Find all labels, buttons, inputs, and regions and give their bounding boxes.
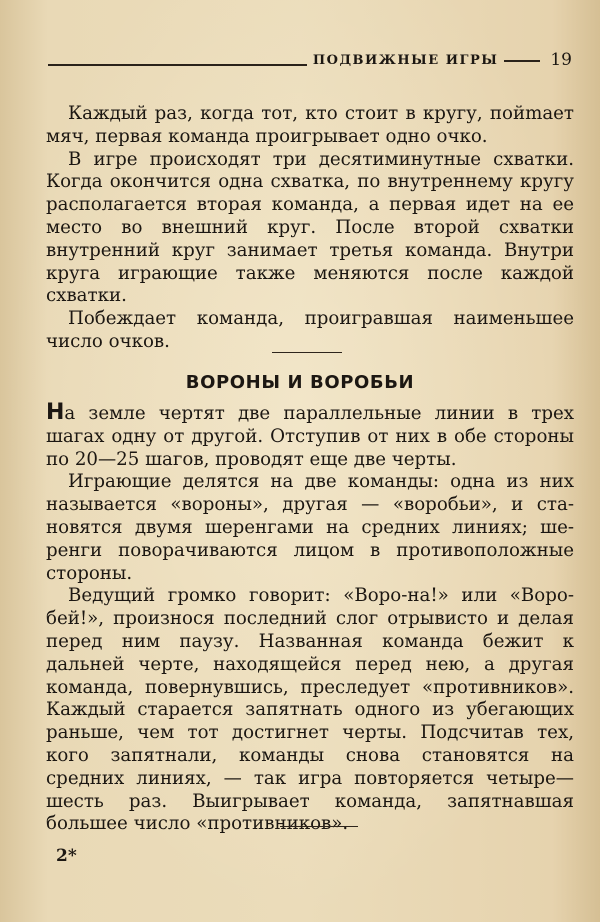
- paragraph: Побеждает команда, проигравшая наименьшее число очков.: [46, 308, 574, 352]
- paragraph-first-text: а земле чертят две параллельные линии в трех шагах одну от другой. Отступив от них в обе стороны по 20—25 шагов, проводят еще две черты.: [46, 403, 574, 470]
- paragraph: Играющие делятся на две команды: одна из них называется «вороны», другая — «воробьи», и становятся двумя шеренгами на средних линиях; шеренги поворачиваются лицом в противоположные стороны.: [46, 471, 574, 584]
- header-rule-left: [48, 64, 307, 66]
- paragraph: Каждый раз, когда тот, кто стоит в кругу, пойmает мяч, первая команда проигрывает одно очко.: [46, 103, 574, 147]
- paragraph: Ведущий громко говорит: «Воро-на!» или «Воробей!», произнося последний слог отрывисто и делая перед ним паузу. Названная команда бежит к дальней черте, находящейся перед нею, а другая команда, повернувшись, преследует «противников». Каждый старается запятнать одного из убегающих раньше, чем тот достигнет черты. Подсчитав тех, кого запятнали, команды снова становятся на средних линиях, — так игра повторяется четыре—шесть раз. Выигрывает команда, запятнавшая большее число «противников».: [46, 585, 574, 835]
- section-title: ВОРОНЫ И ВОРОБЬИ: [185, 372, 415, 393]
- section-end-separator: [280, 826, 358, 827]
- drop-cap: Н: [46, 400, 65, 425]
- section2-text: [46, 402, 574, 836]
- running-header: [48, 48, 572, 72]
- paragraph: В игре происходят три десятиминутные схватки. Когда окончится одна схватка, по внутреннему кругу располагается вторая команда, а первая идет на ее место во внешний круг. После второй схватки внутренний круг занимает третья команда. Внутри круга играющие также меняются после каждой схватки.: [46, 148, 574, 307]
- paragraph-first: [46, 402, 574, 471]
- signature-mark: 2*: [56, 846, 77, 866]
- running-head-title: ПОДВИЖНЫЕ ИГРЫ: [312, 52, 499, 68]
- page-number: 19: [550, 50, 572, 70]
- section1-text: [46, 103, 574, 354]
- section-separator: [272, 352, 342, 353]
- header-rule-right: [504, 60, 540, 62]
